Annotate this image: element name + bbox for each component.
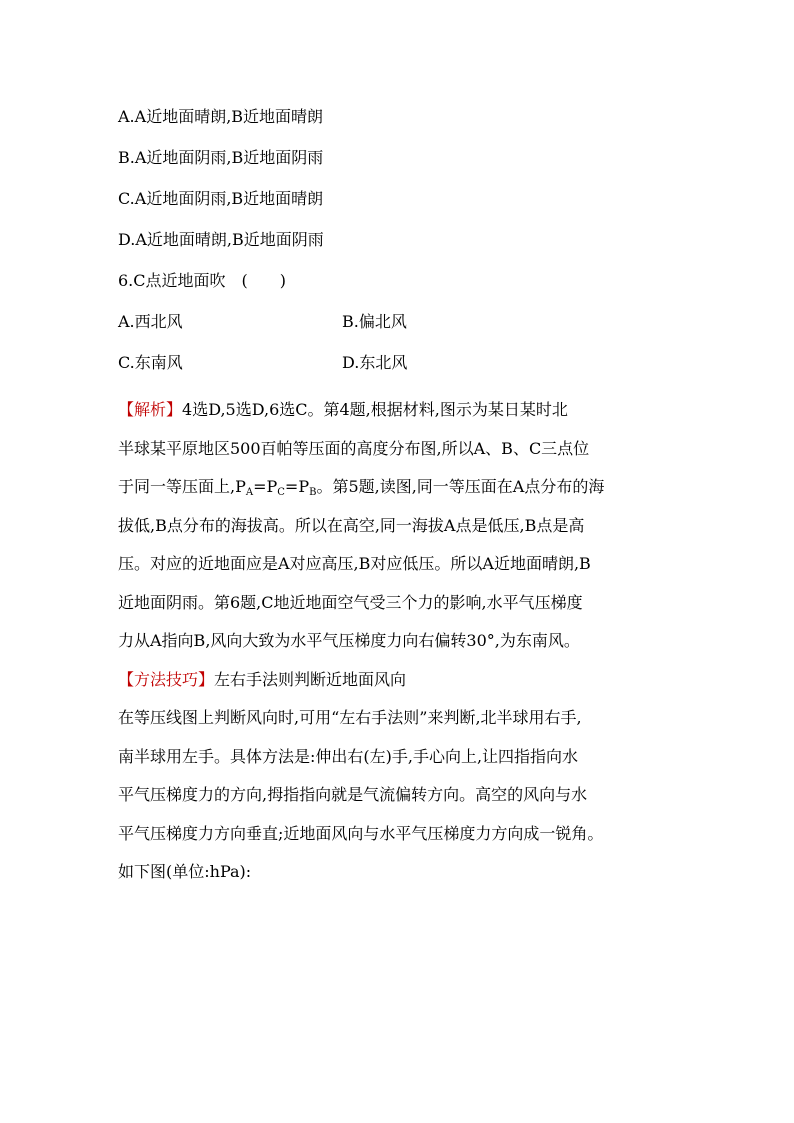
question-6-stem: 6.C点近地面吹 ( ) xyxy=(118,271,286,290)
analysis-line: 近地面阴雨。第6题,C地近地面空气受三个力的影响,水平气压梯度 xyxy=(118,592,583,612)
analysis-tag: 【解析】 xyxy=(118,400,183,419)
q5-option-c: C.A近地面阴雨,B近地面晴朗 xyxy=(118,189,324,208)
analysis-section xyxy=(118,391,688,661)
q5-option-b: B.A近地面阴雨,B近地面阴雨 xyxy=(118,148,324,167)
q6-option-d: D.东北风 xyxy=(342,353,408,372)
analysis-line: 拔低,B点分布的海拔高。所以在高空,同一海拔A点是低压,B点是高 xyxy=(118,515,585,535)
analysis-line: 【解析】4选D,5选D,6选C。第4题,根据材料,图示为某日某时北 xyxy=(118,400,568,419)
q6-option-a: A.西北风 xyxy=(118,312,183,331)
method-section xyxy=(118,661,688,892)
method-heading xyxy=(118,661,688,700)
q5-option-d: D.A近地面晴朗,B近地面阴雨 xyxy=(118,230,324,249)
method-line: 南半球用左手。具体方法是:伸出右(左)手,手心向上,让四指指向水 xyxy=(118,746,579,766)
method-tag: 【方法技巧】 xyxy=(118,669,215,689)
q6-option-c: C.东南风 xyxy=(118,353,183,372)
method-line: 在等压线图上判断风向时,可用“左右手法则”来判断,北半球用右手, xyxy=(118,708,582,727)
question-5-options xyxy=(118,104,688,268)
analysis-line: 于同一等压面上$,P_A=P_C=P_B$。第5题,读图,同一等压面在A点分布的海 xyxy=(118,477,605,498)
analysis-line: 压。对应的近地面应是A对应高压,B对应低压。所以A近地面晴朗,B xyxy=(118,554,591,573)
method-title: 左右手法则判断近地面风向 xyxy=(214,669,407,689)
analysis-line: 力从A指向B,风向大致为水平气压梯度力向右偏转30°,为东南风。 xyxy=(118,631,580,650)
method-line: 平气压梯度力方向垂直;近地面风向与水平气压梯度力方向成一锐角。 xyxy=(118,823,604,843)
q6-option-b: B.偏北风 xyxy=(342,312,407,331)
method-line: 如下图(单位:hPa): xyxy=(118,862,252,881)
q5-option-a: A.A近地面晴朗,B近地面晴朗 xyxy=(118,107,324,126)
q6-options-row-1 xyxy=(118,309,688,350)
q6-options-row-2 xyxy=(118,350,688,391)
analysis-line: 半球某平原地区500百帕等压面的高度分布图,所以A、B、C三点位 xyxy=(118,438,590,458)
method-line: 平气压梯度力的方向,拇指指向就是气流偏转方向。高空的风向与水 xyxy=(118,785,588,804)
document-page xyxy=(118,104,688,892)
